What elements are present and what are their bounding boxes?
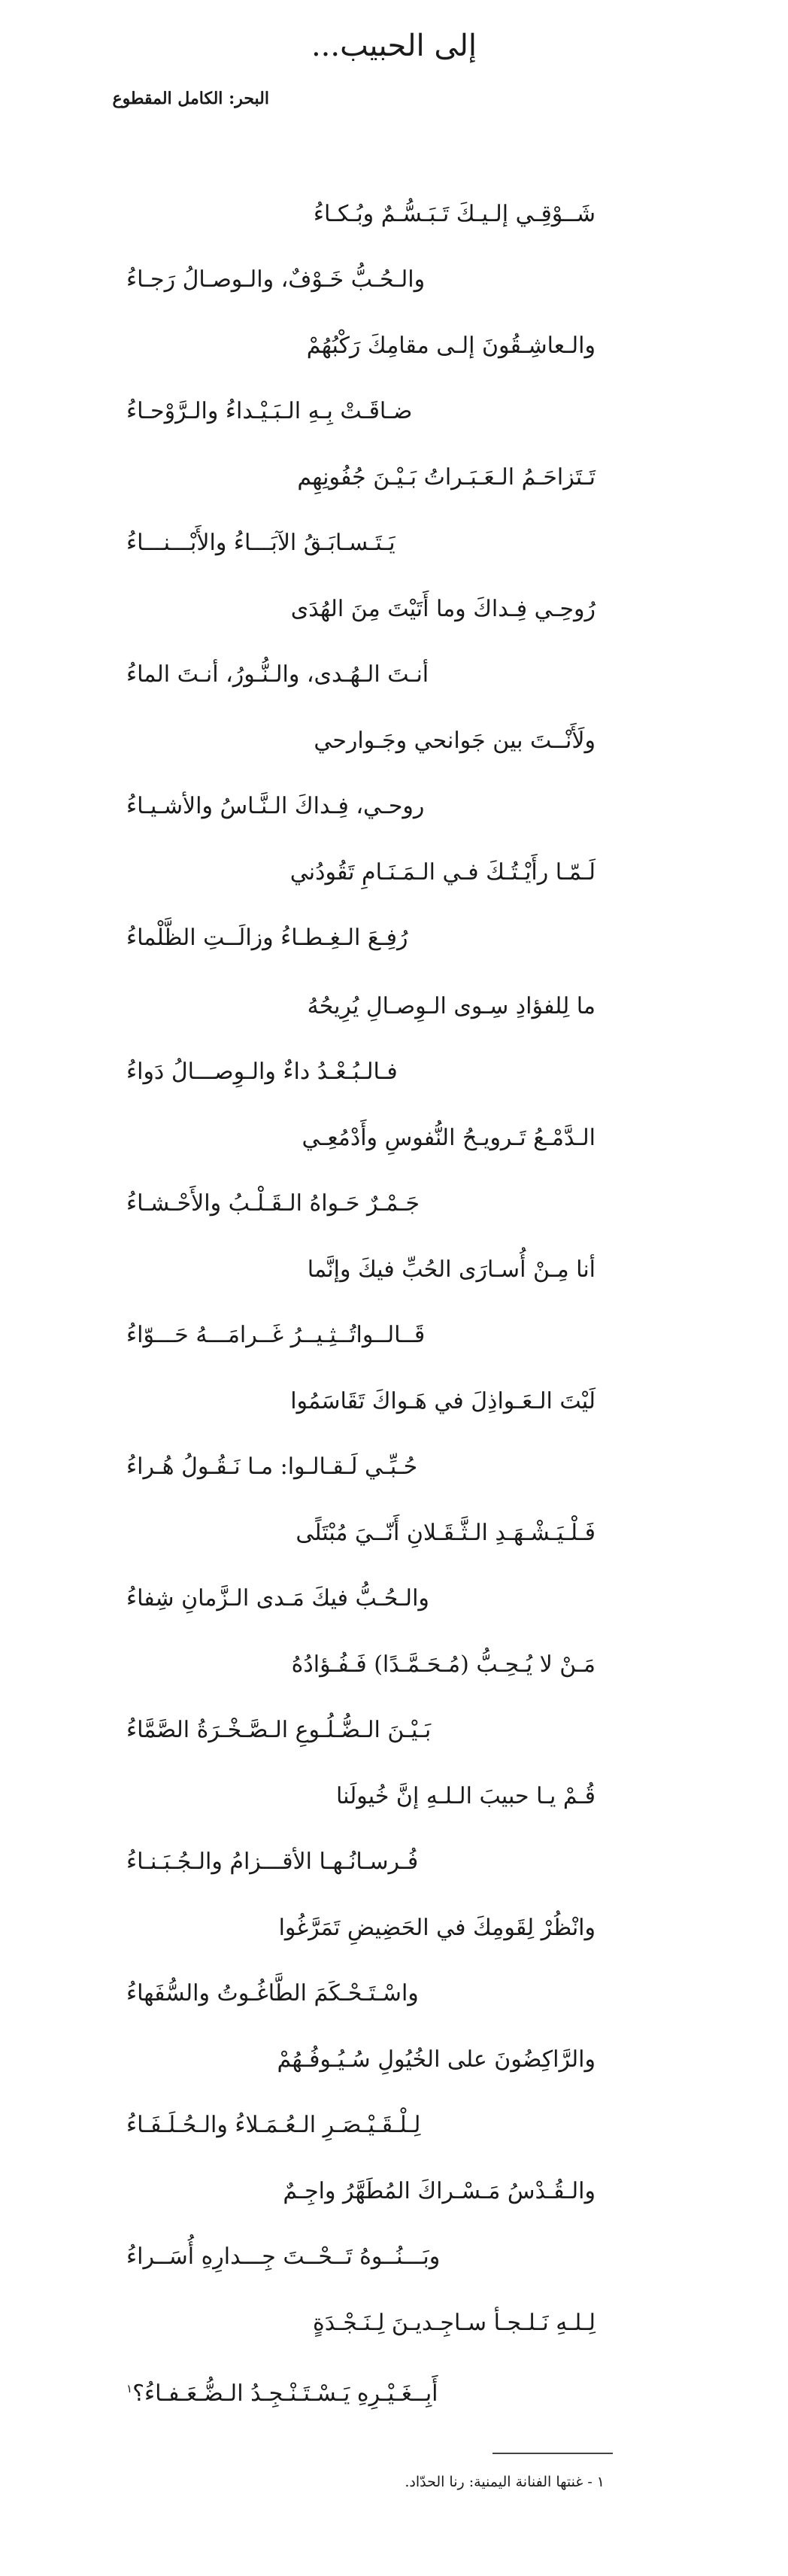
- verse-line: والـحُـبُّ فيكَ مَـدى الـزَّمانِ شِفاءُ: [126, 1585, 429, 1612]
- verse-line: حُـبِّـي لَـقـالـوا: مـا نَـقُـولُ هُـراءُ: [126, 1454, 418, 1480]
- verse-line: ضـاقَـتْ بِـهِ الـبَـيْـداءُ والـرَّوْحـاءُ: [126, 398, 413, 424]
- verse-line: جَـمْـرٌ حَـواهُ الـقَـلْـبُ والأَحْـشـاءُ: [126, 1190, 420, 1217]
- verse-line: روحـي، فِـداكَ الـنَّـاسُ والأشـيـاءُ: [126, 793, 425, 819]
- verse-line: مَـنْ لا يُـحِـبُّ (مُـحَـمَّـدًا) فَـفُـؤادُهُ: [291, 1651, 596, 1678]
- verse-line: وبَـــنُــوهُ تَــحْــتَ جِـــدارِهِ أُسَــراءُ: [126, 2243, 441, 2270]
- verse-line: فُـرسـانُـهـا الأقـــزامُ والـجُـبَـنـاءُ: [126, 1848, 419, 1875]
- verse-line: والـعاشِـقُونَ إلـى مقامِكَ رَكْبُهُمْ: [306, 333, 596, 359]
- verse-line: الـدَّمْـعُ تَـرويـحُ النُّفوسِ وأَدْمُعِـي: [302, 1125, 596, 1151]
- verse-line: والـحُـبُّ خَـوْفٌ، والـوصـالُ رَجـاءُ: [126, 266, 426, 293]
- verse-line-last: [126, 2374, 438, 2409]
- poem-title: إلى الحبيب...: [311, 29, 477, 63]
- verse-line: فـالـبُـعْـدُ داءٌ والـوِصـــالُ دَواءُ: [126, 1059, 398, 1085]
- verse-line: أنا مِـنْ أُسـارَى الحُبِّ فيكَ وإنَّما: [307, 1256, 596, 1283]
- verse-line: رُفِـعَ الـغِـطـاءُ وزالَــتِ الظَّلْماءُ: [126, 925, 408, 951]
- verse-line: لَيْتَ الـعَـواذِلَ في هَـواكَ تَقَاسَمُوا: [290, 1388, 596, 1414]
- verse-line: والرَّاكِضُونَ على الخُيُولِ سُـيُـوفُـهُمْ: [277, 2046, 596, 2073]
- verse-line: بَـيْـنَ الـضُّـلُـوعِ الـصَّـخْـرَةُ الصَّمَّاءُ: [126, 1717, 432, 1743]
- verse-text: أَبِــغَـيْـرِهِ يَـسْـتَـنْـجِـدُ الـضُّـعَـفـاءُ؟: [132, 2380, 438, 2407]
- poem-meter: البحر: الكامل المقطوع: [112, 89, 269, 108]
- verse-line: رُوحِـي فِـداكَ وما أَتَيْتَ مِنَ الهُدَى: [290, 596, 596, 622]
- verse-line: والـقُـدْسُ مَـسْـراكَ المُطَهَّرُ واجِـمٌ: [283, 2178, 596, 2204]
- verse-line: أنـتَ الـهُـدى، والـنُّـورُ، أنـتَ الماءُ: [126, 661, 429, 688]
- verse-line: لِـلـهِ نَـلـجـأ سـاجِـديـنَ لِـنَـجْـدَةٍ: [312, 2310, 596, 2336]
- footnote-marker: ١: [126, 2382, 133, 2395]
- footnote-separator: [492, 2453, 613, 2454]
- verse-line: لِـلْـقَـيْـصَـرِ الـعُـمَـلاءُ والـحُـلَـفَـاءُ: [126, 2112, 421, 2138]
- verse-line: فَـلْـيَـشْـهَـدِ الـثَّـقَـلانِ أَنّــيَ مُبْتَلًى: [296, 1520, 596, 1546]
- verse-line: يَـتَـسـابَـقُ الآبَـــاءُ والأَبْـــنـــاءُ: [126, 530, 396, 556]
- verse-line: قُـمْ يـا حبيبَ الـلـهِ إنَّ خُيولَنا: [335, 1783, 596, 1809]
- footnote-text: ١ - غنتها الفنانة اليمنية: رنا الحدّاد.: [405, 2474, 605, 2490]
- verse-line: وانْظُرْ لِقَومِكَ في الحَضِيضِ تَمَرَّغُوا: [278, 1915, 596, 1941]
- verse-line: تَـتَزاحَـمُ الـعَـبَـراتُ بَـيْـنَ جُفُونِهِم: [297, 464, 596, 491]
- verse-line: ولَأَنْــتَ بين جَوانحي وجَـوارحي: [314, 728, 596, 754]
- verse-line: ما لِلفؤادِ سِـوى الـوِصـالِ يُرِيحُهُ: [307, 993, 596, 1019]
- verse-line: قَــالــواتُــثِـيــرُ غَــرامَـــهُ حَـــوّاءُ: [126, 1322, 426, 1348]
- verse-line: واسْـتَـحْـكَمَ الطَّاغُـوتُ والسُّفَهاءُ: [126, 1980, 419, 2006]
- verse-line: لَـمّـا رأَيْـتُـكَ فـي الـمَـنَـامِ تَقُودُني: [289, 859, 596, 886]
- verse-line: شَــوْقِـي إلـيـكَ تَـبَـسُّـمٌ وبُـكـاءُ: [313, 201, 596, 227]
